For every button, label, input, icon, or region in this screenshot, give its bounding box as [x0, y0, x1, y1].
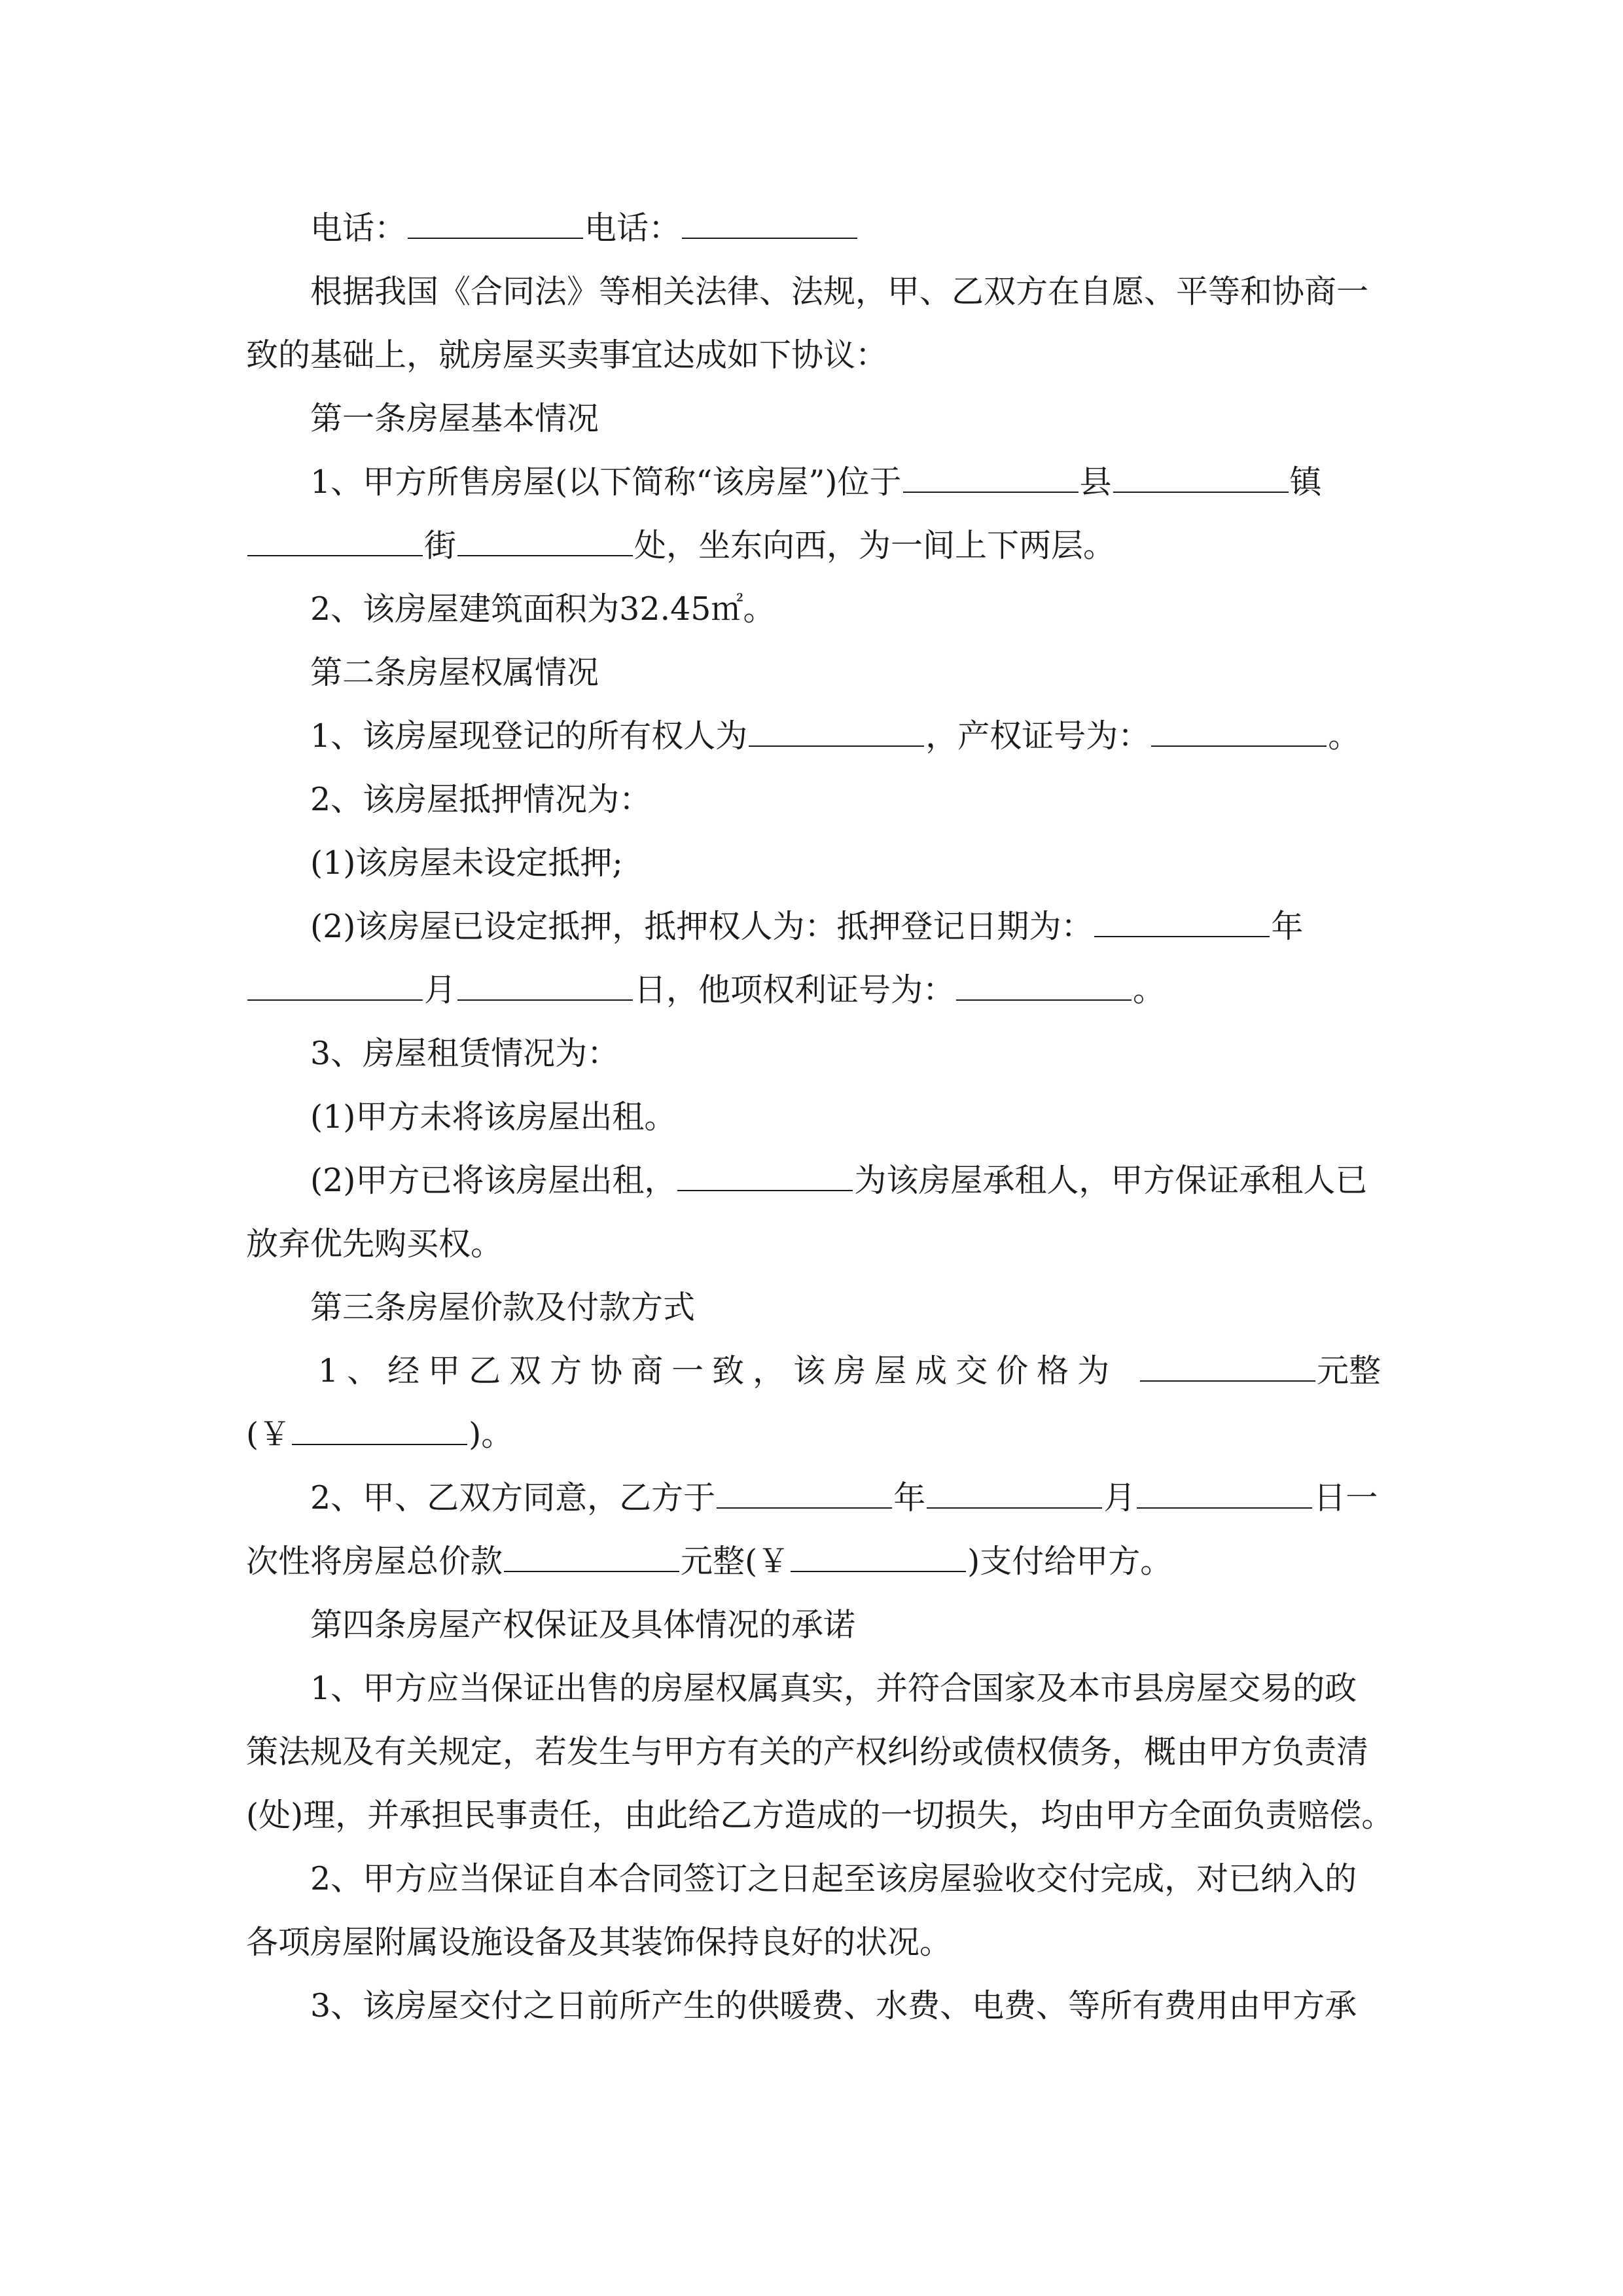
text: 日，他项权利证号为： — [634, 971, 955, 1009]
text: 街 — [424, 527, 457, 564]
text: 。 — [1133, 971, 1166, 1009]
text: )支付给甲方。 — [967, 1543, 1173, 1580]
art4-item2-line1: 2、甲方应当保证自本合同签订之日起至该房屋验收交付完成，对已纳入的 — [310, 1860, 1357, 1897]
text: )。 — [469, 1416, 514, 1453]
art3-item2-line2 — [246, 1530, 1381, 1593]
pay-day-blank — [1137, 1507, 1312, 1509]
pay-month-blank — [927, 1507, 1102, 1509]
text: 元整 — [1316, 1352, 1381, 1390]
article-4-heading: 第四条房屋产权保证及具体情况的承诺 — [310, 1606, 856, 1643]
pay-year-blank — [717, 1507, 892, 1509]
art2-item2-sub2-line1 — [246, 895, 1381, 958]
text: 日一 — [1313, 1479, 1378, 1516]
text: 。 — [1328, 717, 1361, 755]
town-blank — [1113, 491, 1289, 493]
text: (2)甲方已将该房屋出租， — [310, 1162, 677, 1199]
text: (2)该房屋已设定抵押，抵押权人为：抵押登记日期为： — [310, 908, 1094, 945]
text: 1、经甲乙双方协商一致，该房屋成交价格为 — [318, 1352, 1118, 1390]
phone-label-a: 电话： — [310, 209, 407, 247]
art2-item3-sub2-line1 — [246, 1149, 1381, 1212]
total-num-blank — [791, 1570, 966, 1572]
art4-item2-line2: 各项房屋附属设施设备及其装饰保持良好的状况。 — [246, 1924, 952, 1961]
price-num-blank — [292, 1443, 467, 1445]
art4-item1-line3: (处)理，并承担民事责任，由此给乙方造成的一切损失，均由甲方全面负责赔偿。 — [246, 1797, 1394, 1834]
intro-line-1: 根据我国《合同法》等相关法律、法规，甲、乙双方在自愿、平等和协商一 — [310, 273, 1369, 310]
date-year-blank — [1094, 935, 1270, 937]
right-cert-blank — [956, 999, 1132, 1001]
text: 月 — [424, 971, 457, 1009]
text: 为该房屋承租人，甲方保证承租人已 — [854, 1162, 1368, 1199]
price-blank — [1140, 1380, 1315, 1382]
date-day-blank — [457, 999, 633, 1001]
art2-item1 — [246, 704, 1381, 768]
phone-blank-b — [682, 237, 857, 239]
text: 年 — [893, 1479, 926, 1516]
art2-item3-sub2-line2: 放弃优先购买权。 — [246, 1225, 503, 1263]
text: 月 — [1103, 1479, 1136, 1516]
text: (￥ — [246, 1416, 291, 1453]
art3-item1-line2 — [246, 1403, 1381, 1466]
art2-item3-sub1: (1)甲方未将该房屋出租。 — [310, 1098, 677, 1136]
text: 次性将房屋总价款 — [246, 1543, 503, 1580]
phone-blank-a — [408, 237, 583, 239]
price-wrap — [1139, 1339, 1381, 1403]
text: 年 — [1271, 908, 1304, 945]
art1-item2: 2、该房屋建筑面积为32.45㎡。 — [310, 590, 776, 628]
place-blank — [457, 554, 633, 556]
intro-line-2: 致的基础上，就房屋买卖事宜达成如下协议： — [246, 336, 888, 374]
contract-body — [246, 196, 1394, 2037]
text: 镇 — [1289, 463, 1322, 501]
text: ，产权证号为： — [925, 717, 1150, 755]
date-month-blank — [247, 999, 423, 1001]
text: 2、甲、乙双方同意，乙方于 — [310, 1479, 716, 1516]
owner-blank — [749, 745, 924, 747]
art2-item2: 2、该房屋抵押情况为： — [310, 781, 652, 818]
cert-blank — [1151, 745, 1327, 747]
text: 元整(￥ — [681, 1543, 790, 1580]
street-blank — [247, 554, 423, 556]
art2-item2-sub2-line2 — [246, 958, 1381, 1022]
art4-item3-line1: 3、该房屋交付之日前所产生的供暖费、水费、电费、等所有费用由甲方承 — [310, 1987, 1357, 2024]
art4-item1-line2: 策法规及有关规定，若发生与甲方有关的产权纠纷或债权债务，概由甲方负责清 — [246, 1733, 1369, 1770]
text: 1、甲方所售房屋(以下简称“该房屋”)位于 — [310, 463, 902, 501]
text: 1、该房屋现登记的所有权人为 — [310, 717, 748, 755]
total-blank — [504, 1570, 679, 1572]
county-blank — [903, 491, 1079, 493]
art1-item1-line2 — [246, 514, 1381, 577]
art1-item1-line1 — [246, 450, 1381, 514]
text: 处，坐东向西，为一间上下两层。 — [634, 527, 1116, 564]
art2-item2-sub1: (1)该房屋未设定抵押; — [310, 844, 623, 882]
article-2-heading: 第二条房屋权属情况 — [310, 654, 599, 691]
art3-item2-line1 — [246, 1466, 1381, 1530]
art2-item3: 3、房屋租赁情况为： — [310, 1035, 620, 1072]
text: 县 — [1079, 463, 1112, 501]
phone-line — [246, 196, 1381, 260]
art3-item1-line1 — [246, 1339, 1381, 1403]
article-1-heading: 第一条房屋基本情况 — [310, 400, 599, 437]
phone-label-b: 电话： — [584, 209, 681, 247]
article-3-heading: 第三条房屋价款及付款方式 — [310, 1289, 696, 1326]
tenant-blank — [677, 1189, 853, 1191]
art4-item1-line1: 1、甲方应当保证出售的房屋权属真实，并符合国家及本市县房屋交易的政 — [310, 1670, 1357, 1707]
